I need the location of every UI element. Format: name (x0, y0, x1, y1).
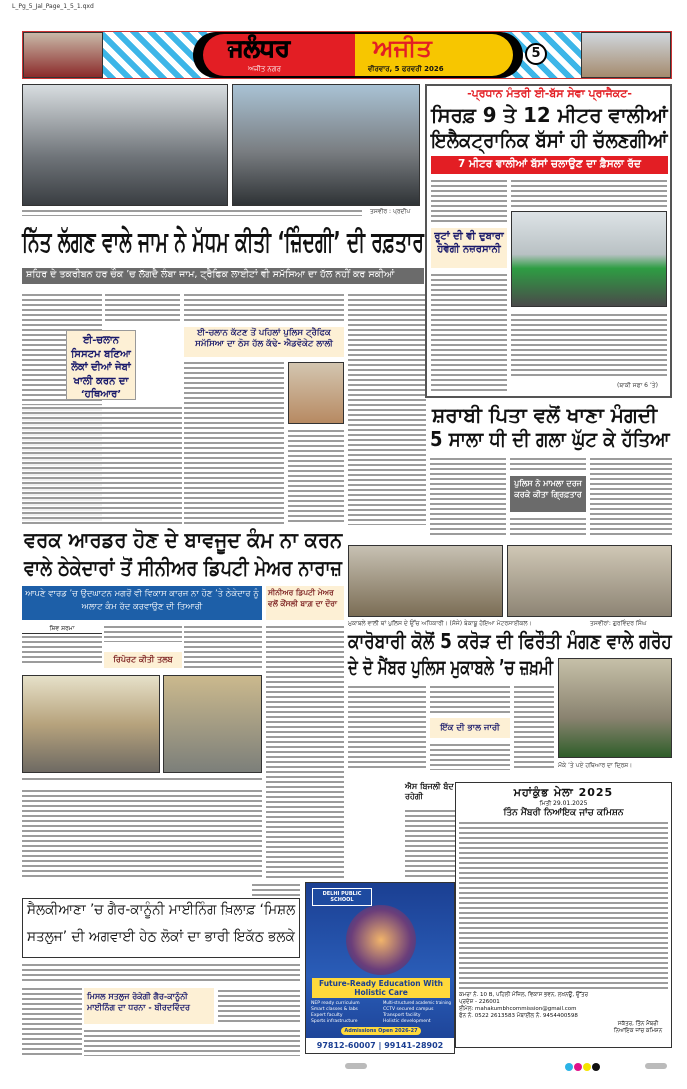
mining-box: ਮਿਸਲ ਸਤਲੁਜ ਰੋਕੇਗੀ ਗੈਰ-ਕਾਨੂੰਨੀ ਮਾਈਨਿੰਗ ਦਾ ਧਰਨਾ - ਬੀਰਦਵਿੰਦਰ (84, 988, 214, 1024)
encounter-credit: ਤਸਵੀਰਾਂ: ਗੁਰਵਿੰਦਰ ਸਿੰਘ (590, 620, 647, 627)
bus-body-3 (431, 272, 507, 394)
murder-body-4 (590, 456, 672, 536)
gray-mark (645, 1063, 667, 1069)
lead-body-col3b (184, 360, 284, 525)
weapon-photo (558, 658, 672, 758)
bus-continued: (ਬਾਕੀ ਸਫਾ 6 ’ਤੇ) (617, 382, 658, 389)
work-headline-2: ਵਾਲੇ ਠੇਕੇਦਾਰਾਂ ਤੋਂ ਸੀਨੀਅਰ ਡਿਪਟੀ ਮੇਅਰ ਨਾਰਾਜ਼ (24, 556, 342, 580)
bus-body-1 (431, 178, 507, 225)
pond-photo (163, 675, 262, 773)
ad-features (311, 1001, 453, 1025)
murder-body-3 (510, 516, 586, 536)
encounter-body-4 (514, 684, 554, 770)
murder-box: ਪੁਲਿਸ ਨੇ ਮਾਮਲਾ ਦਰਜ ਕਰਕੇ ਕੀਤਾ ਗ੍ਰਿਫ਼ਤਾਰ (510, 476, 586, 512)
advocate-photo (288, 362, 344, 424)
traffic-photo-1 (22, 84, 228, 206)
traffic-photo-2 (232, 84, 420, 206)
notice-title: ਮਹਾਂਕੁੰਭ ਮੇਲਾ 2025 (513, 786, 614, 799)
masthead-photo-right (581, 32, 671, 78)
ad-feature: NEP ready curriculum (311, 1001, 360, 1006)
notice-body (459, 820, 668, 990)
bus-routes-box: ਰੂਟਾਂ ਦੀ ਵੀ ਦੁਬਾਰਾ ਹੋਵੇਗੀ ਨਜ਼ਰਸਾਨੀ (431, 228, 507, 268)
lead-body-col2b (22, 405, 182, 525)
motorcycle-photo (507, 545, 672, 617)
weapon-caption: ਮੌਕੇ ’ਤੇ ਪਏ ਹਥਿਆਰ ਦਾ ਦ੍ਰਿਸ਼। (558, 762, 633, 769)
notice-phone: ਫੋਨ ਨੰ. 0522 2613583 ਮੋਬਾਈਲ ਨੰ. 9454400598 (459, 1013, 578, 1019)
bus-photo (511, 211, 667, 307)
report-box: ਰਿਪੋਰਟ ਕੀਤੀ ਤਲਬ (104, 652, 182, 668)
murder-headline-2: 5 ਸਾਲਾ ਧੀ ਦੀ ਗਲਾ ਘੁੱਟ ਕੇ ਹੱਤਿਆ (430, 427, 670, 451)
murder-body-1 (430, 456, 506, 536)
mining-headline-box (22, 898, 300, 958)
police-photo (348, 545, 503, 617)
power-headline: ਐਸ ਬਿਜਲੀ ਬੰਦ ਰਹੇਗੀ (405, 782, 454, 802)
ad-admission: Admissions Open 2026-27 (341, 1027, 421, 1035)
work-body-3 (184, 624, 262, 668)
lead-body-col3c (288, 428, 344, 525)
bus-kicker: -ਪ੍ਰਧਾਨ ਮੰਤਰੀ ਈ-ਬੱਸ ਸੇਵਾ ਪ੍ਰਾਜੈਕਟ- (467, 87, 632, 100)
gray-mark (345, 1063, 367, 1069)
officials-photo (22, 675, 160, 773)
ad-building-graphic (346, 905, 416, 975)
school-ad (305, 882, 455, 1054)
notice-address: ਕਮਰਾ ਨੰ. 10 B, ਪਹਿਲੀ ਮੰਜ਼ਿਲ, ਵਿਕਾਸ ਭਵਨ, ਲਖਨਊ, ਉੱਤਰ ਪ੍ਰਦੇਸ਼ - 226001 (459, 992, 589, 1005)
murder-headline-1: ਸ਼ਰਾਬੀ ਪਿਤਾ ਵਲੋਂ ਖਾਣਾ ਮੰਗਦੀ (432, 403, 658, 427)
side-col-body (252, 882, 300, 896)
ad-feature: Sports infrastructure (311, 1019, 358, 1024)
ad-feature: Transport facility (383, 1013, 421, 1018)
notice-subtitle: ਤਿੰਨ ਮੈਂਬਰੀ ਨਿਆਂਇਕ ਜਾਂਚ ਕਮਿਸ਼ਨ (503, 808, 624, 818)
notice-email: ਈਮੇਲ: mahakumbhcommission@gmail.com (459, 1006, 577, 1012)
encounter-body-3 (430, 742, 510, 770)
lead-headline: ਨਿੱਤ ਲੱਗਣ ਵਾਲੇ ਜਾਮ ਨੇ ਮੱਧਮ ਕੀਤੀ ‘ਜ਼ਿੰਦਗੀ’ ਦੀ ਰਫ਼ਤਾਰ (22, 225, 424, 258)
ad-feature: Multi-structured academic training (383, 1001, 451, 1006)
ad-feature: CCTV secured campus (383, 1007, 434, 1012)
bus-headline-2: ਇਲੈਕਟ੍ਰਾਨਿਕ ਬੱਸਾਂ ਹੀ ਚੱਲਣਗੀਆਂ (431, 128, 668, 152)
work-body-4 (22, 788, 262, 880)
work-blue-box: ਆਪਣੇ ਵਾਰਡ ’ਚ ਉਦਘਾਟਨ ਮਗਰੋਂ ਵੀ ਵਿਕਾਸ ਕਾਰਜ ਨਾ ਹੋਣ ’ਤੇ ਠੇਕੇਦਾਰ ਨੂੰ ਅਲਾਟ ਕੰਮ ਰੱਦ ਕਰਵਾਉਣ ਦੀ ਤਿਆਰੀ (22, 586, 262, 620)
page-number: 5 (525, 43, 547, 65)
ad-feature: Smart classes & labs (311, 1007, 358, 1012)
ad-tagline: Future-Ready Education With Holistic Care (312, 978, 450, 998)
encounter-caption: ਮੁਕਾਬਲੇ ਵਾਲੀ ਥਾਂ ਪੁਲਿਸ ਦੇ ਉੱਚ ਅਧਿਕਾਰੀ। (ਸੱਜੇ) ਬੇਕਾਬੂ ਹੋਇਆ ਮੋਟਰਸਾਈਕਲ। (348, 620, 532, 627)
notice-signatory: ਸਕੱਤਰ, ਤਿੰਨ ਮੈਂਬਰੀ ਨਿਆਂਇਕ ਜਾਂਚ ਕਮਿਸ਼ਨ (613, 1021, 663, 1034)
ad-feature: Expert faculty (311, 1013, 343, 1018)
color-registration-marks (565, 1063, 600, 1071)
work-headline-1: ਵਰਕ ਆਰਡਰ ਹੋਣ ਦੇ ਬਾਵਜੂਦ ਕੰਮ ਨਾ ਕਰਨ (24, 528, 343, 552)
mining-body-2 (22, 986, 82, 1056)
murder-body-2 (510, 456, 586, 472)
bus-body-4 (511, 312, 667, 378)
notice-date: ਮਿਤੀ 29.01.2025 (539, 800, 588, 807)
work-body-1 (22, 634, 102, 666)
masthead-title-right: ਅਜੀਤ (373, 34, 432, 62)
mahakumbh-notice (455, 782, 672, 1048)
lead-body-col4 (348, 292, 426, 525)
bus-headline-1: ਸਿਰਫ਼ 9 ਤੇ 12 ਮੀਟਰ ਵਾਲੀਆਂ (431, 103, 668, 127)
advocate-box: ਈ-ਚਲਾਨ ਕੱਟਣ ਤੋਂ ਪਹਿਲਾਂ ਪੁਲਿਸ ਟ੍ਰੈਫਿਕ ਸਮੱਸਿਆ ਦਾ ਠੋਸ ਹੱਲ ਕੱਢੇ- ਐਡਵੋਕੇਟ ਲਾਲੀ (184, 327, 344, 357)
print-slug: L_Pg_5_Jal_Page_1_5_1.qxd (12, 3, 94, 10)
school-logo: DELHI PUBLIC SCHOOL (312, 888, 372, 906)
bus-story-box (425, 84, 672, 398)
work-photo-caption (22, 776, 262, 783)
lead-body-col3 (184, 292, 344, 322)
encounter-headline-2: ਦੇ ਦੋ ਮੈਂਬਰ ਪੁਲਿਸ ਮੁਕਾਬਲੇ ’ਚ ਜ਼ਖ਼ਮੀ (348, 655, 554, 679)
encounter-headline-1: ਕਾਰੋਬਾਰੀ ਕੋਲੋਂ 5 ਕਰੋੜ ਦੀ ਫਿਰੌਤੀ ਮੰਗਣ ਵਾਲੇ ਗਰੋਹ (348, 629, 672, 653)
bus-body-2 (511, 178, 667, 208)
echallan-box: ਈ-ਚਲਾਨ ਸਿਸਟਮ ਬਣਿਆ ਲੋਕਾਂ ਦੀਆਂ ਜੇਬਾਂ ਖਾਲੀ ਕਰਨ ਦਾ ‘ਹਥਿਆਰ’ (66, 330, 136, 400)
mining-body-1 (22, 962, 300, 984)
mining-body-3 (84, 1028, 300, 1056)
masthead (22, 31, 672, 79)
work-byline: ਸ਼ਿਵ ਸ਼ਰਮਾ (22, 625, 102, 634)
power-body (405, 808, 455, 878)
bus-red-bar: 7 ਮੀਟਰ ਵਾਲੀਆਂ ਬੱਸਾਂ ਚਲਾਉਣ ਦਾ ਫ਼ੈਸਲਾ ਰੱਦ (431, 156, 668, 174)
mining-headline-2: ਸਤਲੁਜ’ ਦੀ ਅਗਵਾਈ ਹੇਠ ਲੋਕਾਂ ਦਾ ਭਾਰੀ ਇਕੱਠ ਭਲਕੇ (27, 929, 295, 945)
photo-caption (22, 208, 362, 216)
masthead-subtitle: ਅਜੀਤ ਨਗਰ (248, 65, 281, 73)
mining-body-4 (218, 988, 300, 1024)
work-body-2 (104, 624, 182, 642)
lead-subhead: ਸ਼ਹਿਰ ਦੇ ਤਕਰੀਬਨ ਹਰ ਚੌਕ ’ਚ ਲੱਗਦੈ ਲੰਬਾ ਜਾਮ, ਟ੍ਰੈਫਿਕ ਲਾਈਟਾਂ ਵੀ ਸਮੱਸਿਆ ਦਾ ਹੱਲ ਨਹੀਂ ਕਰ ਸਕੀਆਂ (22, 268, 424, 284)
work-side-box: ਸੀਨੀਅਰ ਡਿਪਟੀ ਮੇਅਰ ਵਲੋਂ ਕੌਂਸਲੀ ਬਾਗ਼ ਦਾ ਦੌਰਾ (266, 586, 344, 620)
ad-feature: Holistic development (383, 1019, 431, 1024)
encounter-body-2 (430, 684, 510, 714)
encounter-body-1 (348, 684, 426, 770)
encounter-box: ਇੱਕ ਦੀ ਭਾਲ ਜਾਰੀ (430, 718, 510, 738)
ad-phones: 97812-60007 | 99141-28902 (306, 1038, 454, 1053)
masthead-title-left: ਜਲੰਧਰ (228, 34, 290, 62)
lead-body-col2 (105, 292, 180, 322)
work-side-body (266, 624, 344, 879)
masthead-date: ਵੀਰਵਾਰ, 5 ਫਰਵਰੀ 2026 (368, 65, 444, 73)
mining-headline-1: ਸੈਲਕੀਆਣਾ ’ਚ ਗੈਰ-ਕਾਨੂੰਨੀ ਮਾਈਨਿੰਗ ਖ਼ਿਲਾਫ਼ ‘ਮਿਸ਼ਲ (27, 902, 296, 918)
photo-credit: ਤਸਵੀਰ : ਪ੍ਰਦੀਪ (370, 208, 411, 215)
masthead-photo-left (23, 32, 103, 78)
